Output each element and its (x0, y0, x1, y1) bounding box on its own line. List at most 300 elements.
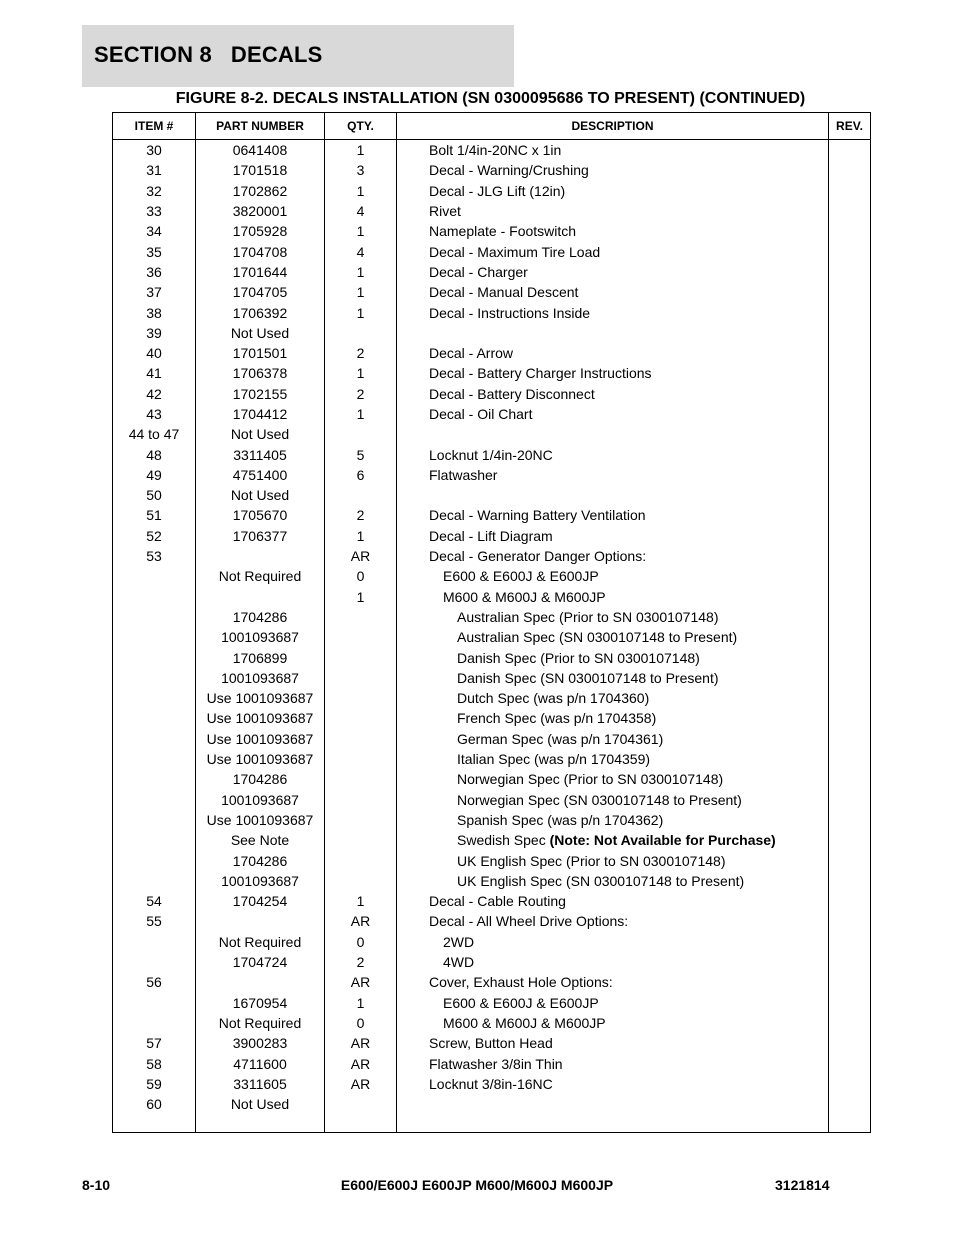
part-number-text: 1706392 (232, 304, 288, 321)
table-row (113, 627, 871, 647)
item-number-text: 57 (146, 1035, 162, 1052)
description-text: French Spec (was p/n 1704358) (457, 710, 657, 727)
item-number-cell (113, 343, 196, 363)
table-row (113, 343, 871, 363)
description-text: Decal - Warning/Crushing (429, 162, 589, 179)
quantity-text: AR (350, 548, 371, 565)
part-number-cell (196, 952, 325, 972)
part-number-cell (196, 323, 325, 343)
revision-cell (829, 526, 871, 546)
revision-cell (829, 749, 871, 769)
description-cell (397, 871, 829, 891)
revision-cell (829, 444, 871, 464)
description-cell (397, 1033, 829, 1053)
item-number-text: 55 (146, 913, 162, 930)
item-number-cell (113, 688, 196, 708)
item-number-text: 33 (146, 203, 162, 220)
item-number-cell (113, 1074, 196, 1094)
item-number-cell (113, 363, 196, 383)
revision-cell (829, 485, 871, 505)
quantity-cell (325, 952, 397, 972)
description-cell (397, 221, 829, 241)
item-number-cell (113, 221, 196, 241)
part-number-cell (196, 647, 325, 667)
part-number-text: 1704286 (232, 608, 288, 625)
revision-cell (829, 323, 871, 343)
quantity-cell (325, 262, 397, 282)
item-number-cell (113, 282, 196, 302)
description-text: Australian Spec (Prior to SN 0300107148) (457, 608, 719, 625)
table-row (113, 749, 871, 769)
quantity-cell (325, 1033, 397, 1053)
description-text: Dutch Spec (was p/n 1704360) (457, 690, 650, 707)
item-number-cell (113, 830, 196, 850)
quantity-text: 1 (356, 406, 365, 422)
parts-table (112, 112, 871, 1133)
part-number-text: 1001093687 (221, 791, 299, 808)
revision-cell (829, 668, 871, 688)
part-number-text: Not Required (218, 568, 302, 585)
part-number-cell (196, 627, 325, 647)
column-header-description: DESCRIPTION (397, 113, 829, 140)
part-number-text: 4751400 (232, 466, 288, 483)
item-number-cell (113, 140, 196, 161)
part-number-cell (196, 972, 325, 992)
description-cell (397, 992, 829, 1012)
item-number-text: 31 (146, 162, 162, 179)
description-cell (397, 241, 829, 261)
table-row (113, 688, 871, 708)
table-row (113, 424, 871, 444)
table-row (113, 566, 871, 586)
quantity-text: AR (350, 913, 371, 930)
description-text: E600 & E600J & E600JP (443, 994, 599, 1011)
description-cell (397, 526, 829, 546)
item-number-text: 30 (146, 142, 162, 159)
quantity-text: AR (350, 974, 371, 991)
quantity-text: 2 (356, 507, 365, 524)
item-number-cell (113, 871, 196, 891)
item-number-text: 49 (146, 466, 162, 483)
description-cell (397, 201, 829, 221)
table-row (113, 587, 871, 607)
quantity-cell (325, 708, 397, 728)
description-cell (397, 282, 829, 302)
part-number-cell (196, 526, 325, 546)
item-number-cell (113, 505, 196, 525)
part-number-cell (196, 749, 325, 769)
description-text: M600 & M600J & M600JP (443, 588, 606, 605)
description-cell (397, 952, 829, 972)
revision-cell (829, 546, 871, 566)
item-number-cell (113, 790, 196, 810)
revision-cell (829, 201, 871, 221)
quantity-text: 1 (356, 893, 365, 910)
quantity-text: AR (350, 1035, 371, 1052)
part-number-text: 1702155 (232, 385, 288, 402)
description-cell (397, 363, 829, 383)
description-cell (397, 790, 829, 810)
revision-cell (829, 810, 871, 830)
revision-cell (829, 932, 871, 952)
quantity-cell (325, 871, 397, 891)
quantity-text: 2 (356, 385, 365, 402)
document-number: 3121814 (775, 1177, 830, 1193)
table-row (113, 160, 871, 180)
revision-cell (829, 363, 871, 383)
part-number-text: Use 1001093687 (206, 811, 314, 828)
quantity-cell (325, 201, 397, 221)
table-header-row (113, 113, 871, 140)
part-number-cell (196, 587, 325, 607)
revision-cell (829, 221, 871, 241)
part-number-cell (196, 404, 325, 424)
table-row (113, 1033, 871, 1053)
table-row (113, 302, 871, 322)
revision-cell (829, 790, 871, 810)
quantity-cell (325, 1094, 397, 1114)
description-cell (397, 505, 829, 525)
part-number-cell (196, 140, 325, 161)
description-text: Decal - Battery Charger Instructions (429, 365, 652, 382)
description-text: Cover, Exhaust Hole Options: (429, 974, 613, 991)
description-cell (397, 1013, 829, 1033)
part-number-text: 3820001 (232, 203, 288, 220)
part-number-cell (196, 241, 325, 261)
description-cell (397, 647, 829, 667)
table-row (113, 830, 871, 850)
part-number-text: 1001093687 (221, 669, 299, 686)
item-number-cell (113, 729, 196, 749)
part-number-cell (196, 830, 325, 850)
description-text: Danish Spec (Prior to SN 0300107148) (457, 649, 700, 666)
description-cell (397, 972, 829, 992)
revision-cell (829, 566, 871, 586)
description-cell (397, 384, 829, 404)
table-row (113, 1053, 871, 1073)
item-number-text: 32 (146, 182, 162, 199)
part-number-cell (196, 384, 325, 404)
revision-cell (829, 607, 871, 627)
revision-cell (829, 830, 871, 850)
item-number-cell (113, 587, 196, 607)
part-number-cell (196, 262, 325, 282)
table-filler-row (113, 1114, 871, 1132)
description-text: Decal - Generator Danger Options: (429, 548, 647, 565)
part-number-cell (196, 505, 325, 525)
revision-cell (829, 282, 871, 302)
part-number-cell (196, 850, 325, 870)
description-cell (397, 850, 829, 870)
figure-title: FIGURE 8-2. DECALS INSTALLATION (SN 0300095686 TO PRESENT) (CONTINUED) (175, 90, 806, 107)
quantity-cell (325, 587, 397, 607)
description-text: Spanish Spec (was p/n 1704362) (457, 811, 664, 828)
description-cell (397, 627, 829, 647)
part-number-text: 1705928 (232, 223, 288, 240)
part-number-text: Use 1001093687 (206, 710, 314, 727)
quantity-cell (325, 404, 397, 424)
revision-cell (829, 850, 871, 870)
parts-table-body (113, 140, 871, 1133)
quantity-cell (325, 850, 397, 870)
part-number-text: 1704412 (232, 406, 288, 422)
quantity-text: 0 (356, 568, 365, 585)
part-number-cell (196, 1053, 325, 1073)
description-text: Rivet (429, 203, 461, 220)
table-row (113, 444, 871, 464)
revision-cell (829, 1013, 871, 1033)
item-number-text: 39 (146, 324, 162, 341)
description-text: Decal - All Wheel Drive Options: (429, 913, 629, 930)
table-row (113, 790, 871, 810)
quantity-text: 1 (356, 263, 365, 280)
part-number-text: Not Used (230, 324, 290, 341)
part-number-text: See Note (230, 832, 290, 849)
quantity-text: 3 (356, 162, 365, 179)
description-text: Australian Spec (SN 0300107148 to Present) (457, 629, 738, 646)
quantity-text: 1 (356, 527, 365, 544)
revision-cell (829, 769, 871, 789)
item-number-cell (113, 526, 196, 546)
part-number-text: Not Required (218, 1014, 302, 1031)
item-number-cell (113, 972, 196, 992)
description-cell (397, 668, 829, 688)
description-text: Decal - Battery Disconnect (429, 385, 595, 402)
revision-cell (829, 627, 871, 647)
part-number-text: 1704724 (232, 954, 288, 971)
quantity-cell (325, 749, 397, 769)
item-number-cell (113, 627, 196, 647)
part-number-cell (196, 302, 325, 322)
description-text: Decal - Cable Routing (429, 893, 566, 910)
description-text: Norwegian Spec (Prior to SN 0300107148) (457, 771, 724, 788)
quantity-cell (325, 932, 397, 952)
description-text: German Spec (was p/n 1704361) (457, 730, 664, 747)
quantity-text: 1 (356, 182, 365, 199)
part-number-text: Use 1001093687 (206, 690, 314, 707)
quantity-text: AR (350, 1075, 371, 1092)
revision-cell (829, 404, 871, 424)
description-cell (397, 1094, 829, 1114)
quantity-cell (325, 769, 397, 789)
part-number-text: 1704286 (232, 852, 288, 869)
quantity-text: 1 (356, 365, 365, 382)
table-row (113, 241, 871, 261)
revision-cell (829, 1053, 871, 1073)
table-row (113, 647, 871, 667)
column-header-part-number: PART NUMBER (196, 113, 325, 140)
part-number-cell (196, 790, 325, 810)
description-text: Decal - Maximum Tire Load (429, 243, 601, 260)
item-number-cell (113, 424, 196, 444)
quantity-cell (325, 526, 397, 546)
item-number-cell (113, 769, 196, 789)
description-cell (397, 891, 829, 911)
table-row (113, 668, 871, 688)
description-cell (397, 769, 829, 789)
revision-cell (829, 729, 871, 749)
table-row (113, 546, 871, 566)
revision-cell (829, 262, 871, 282)
description-cell (397, 566, 829, 586)
part-number-cell (196, 769, 325, 789)
item-number-cell (113, 1013, 196, 1033)
revision-cell (829, 140, 871, 161)
quantity-cell (325, 160, 397, 180)
quantity-text: 2 (356, 954, 365, 971)
table-row (113, 363, 871, 383)
part-number-cell (196, 160, 325, 180)
part-number-text: 1704286 (232, 771, 288, 788)
item-number-cell (113, 850, 196, 870)
item-number-cell (113, 647, 196, 667)
description-cell (397, 1074, 829, 1094)
description-text: 2WD (443, 933, 475, 950)
item-number-cell (113, 384, 196, 404)
revision-cell (829, 708, 871, 728)
revision-cell (829, 160, 871, 180)
quantity-text: 1 (356, 994, 365, 1011)
revision-cell (829, 384, 871, 404)
item-number-cell (113, 911, 196, 931)
item-number-text: 52 (146, 527, 162, 544)
part-number-text: 1001093687 (221, 872, 299, 889)
part-number-text: 1701644 (232, 263, 288, 280)
quantity-text: 1 (356, 304, 365, 321)
table-row (113, 1094, 871, 1114)
description-cell (397, 830, 829, 850)
item-number-text: 59 (146, 1075, 162, 1092)
part-number-cell (196, 1074, 325, 1094)
table-row (113, 282, 871, 302)
quantity-cell (325, 627, 397, 647)
table-row (113, 992, 871, 1012)
table-row (113, 384, 871, 404)
quantity-cell (325, 343, 397, 363)
item-number-cell (113, 932, 196, 952)
revision-cell (829, 688, 871, 708)
quantity-cell (325, 505, 397, 525)
description-cell (397, 140, 829, 161)
quantity-cell (325, 424, 397, 444)
table-row (113, 891, 871, 911)
revision-cell (829, 505, 871, 525)
item-number-text: 56 (146, 974, 162, 991)
description-text: Locknut 3/8in-16NC (429, 1075, 553, 1092)
description-cell (397, 749, 829, 769)
item-number-cell (113, 607, 196, 627)
quantity-text: 0 (356, 1014, 365, 1031)
item-number-cell (113, 241, 196, 261)
part-number-cell (196, 668, 325, 688)
revision-cell (829, 241, 871, 261)
item-number-text: 48 (146, 446, 162, 463)
item-number-text: 42 (146, 385, 162, 402)
description-text: E600 & E600J & E600JP (443, 568, 599, 585)
item-number-cell (113, 181, 196, 201)
description-text: Norwegian Spec (SN 0300107148 to Present) (457, 791, 742, 808)
table-row (113, 404, 871, 424)
item-number-cell (113, 485, 196, 505)
part-number-cell (196, 282, 325, 302)
item-number-cell (113, 465, 196, 485)
part-number-text: 0641408 (232, 142, 288, 159)
description-text: Bolt 1/4in-20NC x 1in (429, 142, 562, 159)
table-row (113, 810, 871, 830)
part-number-text: 1001093687 (221, 629, 299, 646)
part-number-cell (196, 1094, 325, 1114)
model-list: E600/E600J E600JP M600/M600J M600JP (340, 1177, 614, 1193)
description-cell (397, 729, 829, 749)
description-text: Flatwasher (429, 466, 498, 483)
table-row (113, 932, 871, 952)
availability-note: (Note: Not Available for Purchase) (549, 832, 776, 849)
revision-cell (829, 587, 871, 607)
item-number-cell (113, 1094, 196, 1114)
item-number-cell (113, 810, 196, 830)
quantity-cell (325, 302, 397, 322)
item-number-cell (113, 302, 196, 322)
description-cell (397, 262, 829, 282)
part-number-text: 3311605 (233, 1075, 287, 1092)
description-text: Decal - Lift Diagram (429, 527, 553, 544)
column-header-item: ITEM # (113, 113, 196, 140)
item-number-text: 50 (146, 487, 162, 504)
table-row (113, 769, 871, 789)
description-cell (397, 465, 829, 485)
part-number-cell (196, 343, 325, 363)
quantity-cell (325, 485, 397, 505)
description-text: Swedish Spec (457, 832, 550, 849)
part-number-cell (196, 546, 325, 566)
table-row (113, 465, 871, 485)
description-cell (397, 424, 829, 444)
quantity-cell (325, 566, 397, 586)
part-number-text: Not Used (230, 426, 290, 443)
item-number-cell (113, 992, 196, 1012)
quantity-text: 6 (356, 466, 365, 483)
item-number-text: 43 (146, 406, 162, 422)
description-cell (397, 546, 829, 566)
quantity-cell (325, 911, 397, 931)
description-text: Decal - Manual Descent (429, 284, 579, 301)
description-text: UK English Spec (Prior to SN 0300107148) (457, 852, 726, 869)
quantity-text: 1 (356, 588, 365, 605)
part-number-cell (196, 708, 325, 728)
revision-cell (829, 181, 871, 201)
revision-cell (829, 972, 871, 992)
quantity-text: 4 (356, 243, 365, 260)
revision-cell (829, 911, 871, 931)
revision-cell (829, 343, 871, 363)
item-number-text: 44 to 47 (128, 426, 180, 443)
description-text: Screw, Button Head (429, 1035, 553, 1052)
part-number-text: 1706899 (232, 649, 288, 666)
part-number-text: Not Used (230, 487, 290, 504)
table-row (113, 850, 871, 870)
description-cell (397, 1053, 829, 1073)
description-text: Danish Spec (SN 0300107148 to Present) (457, 669, 719, 686)
description-cell (397, 485, 829, 505)
quantity-cell (325, 140, 397, 161)
description-text: Decal - Arrow (429, 345, 514, 362)
table-row (113, 952, 871, 972)
part-number-text: 1670954 (232, 994, 288, 1011)
quantity-cell (325, 1013, 397, 1033)
item-number-text: 35 (146, 243, 162, 260)
quantity-cell (325, 282, 397, 302)
part-number-text: 1705670 (232, 507, 288, 524)
